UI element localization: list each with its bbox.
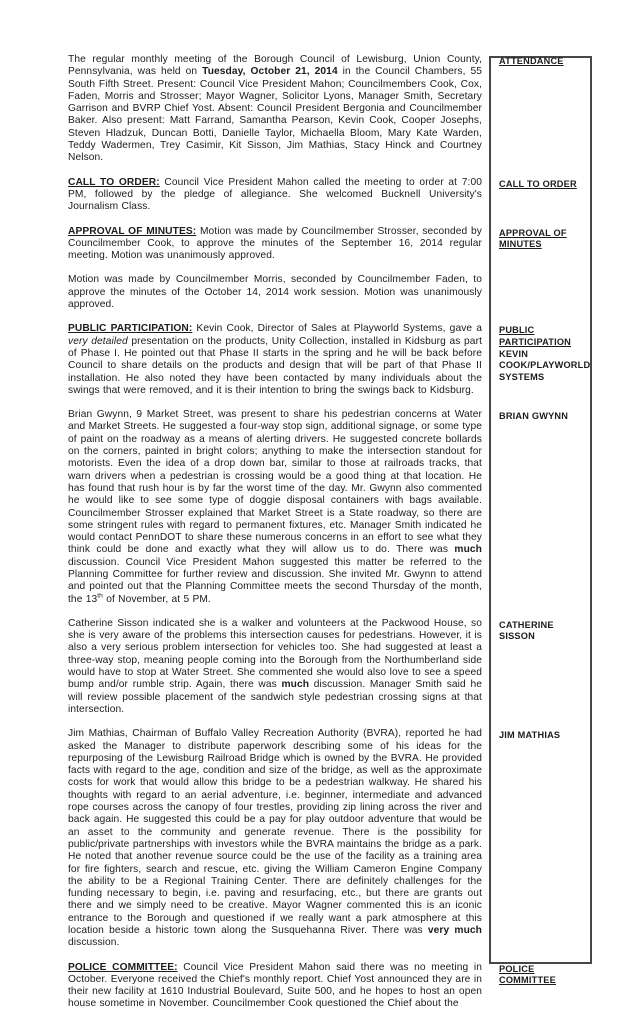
section-row [68,54,564,165]
text-run: Motion was made by Councilmember Strosser, seconded by Councilmember Cook, to approve the minutes of the September 16, 2014 regular meeting. Motion was unanimously approved. [68,225,482,262]
text-run: presentation on the products, Unity Collection, installed in Kidsburg as part of Phase I. He pointed out that Phase II starts in the spring and he will be back before Council to share details on the products and design that will be part of that Phase II installation. He also noted they have been contacted by many individuals about the swings that were removed, and it is their intention to bring the swings back to Kidsburg. [68,335,482,396]
margin-label [499,620,591,643]
text-run: discussion. Manager Smith said he will review possible placement of the sandwich style pedestrian crossing signs at that intersection. [68,679,482,715]
text-run: Tuesday, October 21, 2014 [202,66,338,78]
margin-label-line: PUBLIC [499,325,535,336]
margin-label [499,730,591,742]
margin-label-line: BRIAN GWYNN [499,411,569,422]
margin-label-line: SYSTEMS [499,371,545,382]
margin-label-line: CATHERINE SISSON [499,619,554,642]
section-row [68,409,569,606]
margin-label [499,179,591,191]
text-run: very detailed [68,335,128,347]
text-run: much [454,544,482,556]
text-run: of November, at 5 PM. [102,593,211,605]
paragraph [68,274,482,311]
text-run: discussion. Council Vice President Mahon suggested this matter be referred to the Planning Committee for further review and discussion. She invited Mr. Gwynn to attend and pointed out that the Planning Committee meets the second Thursday of the month, the 13 [68,556,482,605]
text-run: Kevin Cook, Director of Sales at Playworld Systems, gave a [192,323,483,335]
paragraph [68,728,482,949]
paragraph [68,54,482,165]
text-run: much [281,679,310,691]
margin-label-line: PARTICIPATION [499,336,572,347]
margin-label-line: ATTENDANCE [499,56,564,66]
text-run: POLICE COMMITTEE: [68,961,178,973]
text-run: Jim Mathias, Chairman of Buffalo Valley Recreation Authority (BVRA), reported he had asked the Manager to distribute paperwork describing some of his ideas for the repurposing of the Lewisburg Railroad Bridge which is owned by the BVRA. He provided facts with regard to the age, condition and size of the bridge, as well as the approximate costs for work that would allow this bridge to be a pedestrian walkway. He shared his thoughts with regard to an aerial adventure, i.e. beginner, intermediate and advanced rope courses across the canopy of four trestles, providing zip lining across the river and back again. He suggested this could be a pay for play outdoor adventure that would be an asset to the community and generate revenue. There is the possibility for public/private partnerships with investors while the BVRA maintains the bridge as a park. He noted that another revenue source could be the use of the facility as a training area for fire fighters, search and rescue, etc. giving the William Cameron Engine Company the ability to be a Regional Training Center. There are definitely challenges for the funding necessary to begin, i.e. paving and resurfacing, etc., but there are grants out there and we simply need to be creative. Mayor Wagner commented this is an iconic entrance to the Borough and questioned if we really want a park atmosphere at this location beside a historic town along the Susquehanna River. There was [68,728,482,936]
margin-label-line: KEVIN [499,348,529,359]
margin-label-line: CALL TO ORDER [499,178,577,189]
text-run: th [97,592,103,600]
text-run: very much [427,925,482,936]
section-row [68,176,577,214]
margin-label-line: APPROVAL OF [499,227,567,238]
margin-label-line: MINUTES [499,239,542,250]
text-run: APPROVAL OF MINUTES: [68,225,197,237]
section-row [68,225,567,263]
margin-label [499,411,591,423]
section-row [68,961,556,1011]
text-run: Catherine Sisson indicated she is a walker and volunteers at the Packwood House, so she is very aware of the problems this intersection causes for pedestrians. However, it is also a very serious problem intersection for vehicles too. She had suggested at least a three-way stop, meaning people coming into the Borough from the Northumberland side would have to stop at Water Street. She commented she would also love to see a speed bump and/or rumble strip. Again, there was [68,617,482,691]
text-run: PUBLIC PARTICIPATION: [68,323,193,335]
section-row [68,728,561,949]
margin-label [499,964,591,987]
text-run: discussion. [68,937,120,949]
margin-label [499,325,591,383]
section-row [68,323,591,397]
text-run: Council Vice President Mahon said there was no meeting in October. Everyone received the Chief's monthly report. Chief Yost announced they are in their new facility at 1610 Industrial Boulevard, Suite 500, and he hopes to host an open house sometime in November. Councilmember Cook questioned the Chief about the [68,961,482,1010]
text-run: Council Vice President Mahon called the meeting to order at 7:00 PM, followed by the pledge of allegiance. She welcomed Bucknell University's Journalism Class. [68,176,482,213]
document-body [68,54,591,1023]
text-run: in the Council Chambers, 55 South Fifth Street. Present: Council Vice President Mahon; Councilmembers Cook, Cox, Faden, Morris and Strosser; Mayor Wagner, Solicitor Lyons, Manager Smith, Secretary Garrison and BVRP Chief Yost. Absent: Council President Bergonia and Councilmember Baker. Also present: Matt Farrand, Samantha Pearson, Kevin Cook, Cooper Josephs, Steven Hladzuk, Duncan Botti, Danielle Taylor, Michaella Bloom, Mary Kate Warden, Teddy Wadermen, Trey Casimir, Kit Sisson, Jim Mathias, Stacy Hinck and Courtney Nelson. [68,66,482,164]
paragraph [68,177,482,214]
paragraph [68,962,482,1011]
margin-label-line: COOK/PLAYWORLD [499,360,591,371]
margin-label-line: JIM MATHIAS [499,730,561,741]
paragraph [68,323,482,397]
margin-label [499,56,591,68]
margin-label [499,228,591,251]
margin-annotation-box [489,56,592,964]
text-run: CALL TO ORDER: [68,176,160,188]
paragraph [68,409,482,606]
text-run: Brian Gwynn, 9 Market Street, was present to share his pedestrian concerns at Water and Market Streets. He suggested a four-way stop sign, additional signage, or some type of paint on the roadway as a means of alerting drivers. He suggested concrete bollards on the corners, painted in bright colors; anything to make the intersection standout for motorists. Even the idea of a drop down bar, similar to those at railroads tracks, that warn drivers when a pedestrian is crossing would be a good thing at that location. He has found that rush hour is by far the worst time of the day. Mr. Gwynn also commented he would like to see some type of doggie disposal containers with bags available. Councilmember Strosser explained that Market Street is a State roadway, so there are some stringent rules with regard to permanent fixtures, etc. Manager Smith indicated he would contact PennDOT to share these numerous concerns in an effort to see what they think could be done and exactly what they will allow us to do. There was [68,409,482,556]
paragraph [68,618,482,716]
section-row [68,274,482,311]
text-run: The regular monthly meeting of the Borough Council of Lewisburg, Union County, Pennsylvania, was held on [68,54,482,78]
text-run: Motion was made by Councilmember Morris, seconded by Councilmember Faden, to approve the minutes of the October 14, 2014 work session. Motion was unanimously approved. [68,274,482,311]
paragraph [68,226,482,263]
margin-label-line: POLICE COMMITTEE [499,963,556,986]
section-row [68,617,554,716]
